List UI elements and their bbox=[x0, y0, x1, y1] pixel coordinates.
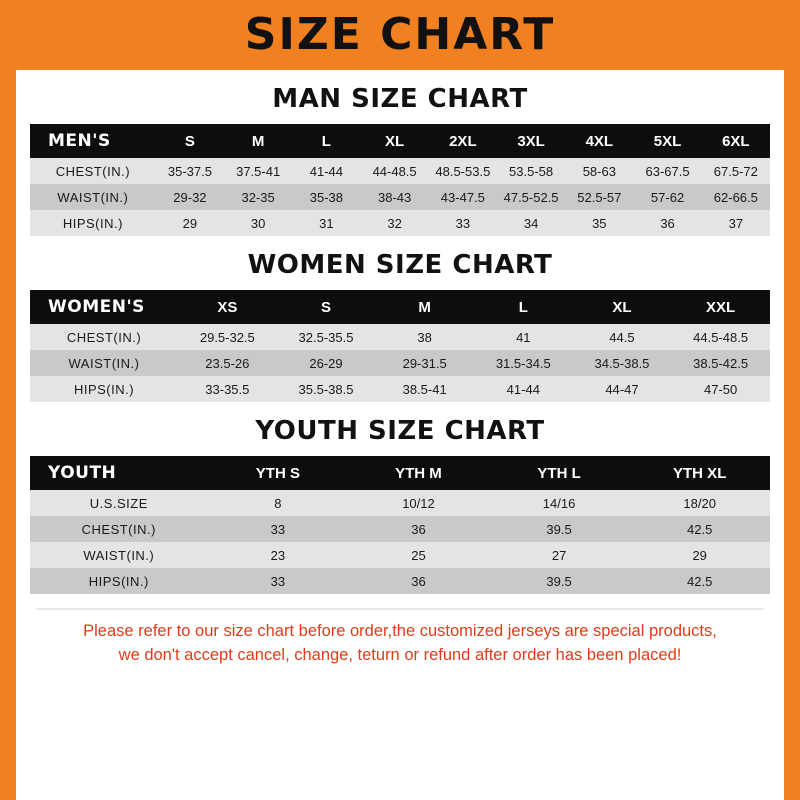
column-header: YTH XL bbox=[629, 456, 770, 490]
table-row bbox=[30, 490, 770, 516]
row-label: CHEST(IN.) bbox=[30, 324, 178, 350]
table-cell: 37 bbox=[702, 210, 770, 236]
table-cell: 26-29 bbox=[277, 350, 376, 376]
table-cell: 57-62 bbox=[633, 184, 701, 210]
table-cell: 42.5 bbox=[629, 516, 770, 542]
table-cell: 25 bbox=[348, 542, 489, 568]
column-header: WOMEN'S bbox=[30, 290, 178, 324]
column-header: 6XL bbox=[702, 124, 770, 158]
table-cell: 53.5-58 bbox=[497, 158, 565, 184]
table-cell: 29.5-32.5 bbox=[178, 324, 277, 350]
table-cell: 23.5-26 bbox=[178, 350, 277, 376]
table-cell: 18/20 bbox=[629, 490, 770, 516]
column-header: XL bbox=[573, 290, 672, 324]
table-cell: 41 bbox=[474, 324, 573, 350]
table-cell: 52.5-57 bbox=[565, 184, 633, 210]
table-cell: 36 bbox=[633, 210, 701, 236]
table-cell: 31.5-34.5 bbox=[474, 350, 573, 376]
column-header: YTH L bbox=[489, 456, 630, 490]
table-cell: 33-35.5 bbox=[178, 376, 277, 402]
banner bbox=[0, 0, 800, 70]
youth-size-table bbox=[30, 456, 770, 594]
section-title-youth: YOUTH SIZE CHART bbox=[255, 416, 545, 446]
table-cell: 33 bbox=[208, 516, 349, 542]
table-cell: 44.5-48.5 bbox=[671, 324, 770, 350]
column-header: 4XL bbox=[565, 124, 633, 158]
table-cell: 35-37.5 bbox=[156, 158, 224, 184]
footer-note-line-1: Please refer to our size chart before order,the customized jerseys are special products, bbox=[83, 622, 717, 640]
row-label: WAIST(IN.) bbox=[30, 542, 208, 568]
table-cell: 33 bbox=[208, 568, 349, 594]
column-header: 5XL bbox=[633, 124, 701, 158]
table-row bbox=[30, 568, 770, 594]
table-cell: 29 bbox=[629, 542, 770, 568]
section-youth bbox=[30, 416, 770, 594]
table-cell: 29-32 bbox=[156, 184, 224, 210]
women-size-table bbox=[30, 290, 770, 402]
table-row bbox=[30, 324, 770, 350]
table-cell: 47-50 bbox=[671, 376, 770, 402]
table-cell: 48.5-53.5 bbox=[429, 158, 497, 184]
table-cell: 29 bbox=[156, 210, 224, 236]
table-row bbox=[30, 516, 770, 542]
row-label: HIPS(IN.) bbox=[30, 568, 208, 594]
section-women bbox=[30, 250, 770, 402]
table-cell: 31 bbox=[292, 210, 360, 236]
table-row bbox=[30, 184, 770, 210]
column-header: S bbox=[277, 290, 376, 324]
column-header: L bbox=[474, 290, 573, 324]
table-cell: 30 bbox=[224, 210, 292, 236]
content bbox=[16, 84, 784, 668]
table-cell: 32 bbox=[361, 210, 429, 236]
section-man bbox=[30, 84, 770, 236]
man-size-table bbox=[30, 124, 770, 236]
table-cell: 27 bbox=[489, 542, 630, 568]
table-cell: 33 bbox=[429, 210, 497, 236]
table-cell: 34.5-38.5 bbox=[573, 350, 672, 376]
table-cell: 32.5-35.5 bbox=[277, 324, 376, 350]
column-header: XS bbox=[178, 290, 277, 324]
table-cell: 8 bbox=[208, 490, 349, 516]
table-cell: 35-38 bbox=[292, 184, 360, 210]
column-header: MEN'S bbox=[30, 124, 156, 158]
column-header: YTH S bbox=[208, 456, 349, 490]
column-header: YOUTH bbox=[30, 456, 208, 490]
table-cell: 32-35 bbox=[224, 184, 292, 210]
table-cell: 42.5 bbox=[629, 568, 770, 594]
table-cell: 41-44 bbox=[474, 376, 573, 402]
table-header-row bbox=[30, 456, 770, 490]
column-header: XXL bbox=[671, 290, 770, 324]
column-header: L bbox=[292, 124, 360, 158]
table-cell: 44.5 bbox=[573, 324, 672, 350]
table-cell: 58-63 bbox=[565, 158, 633, 184]
column-header: 3XL bbox=[497, 124, 565, 158]
table-cell: 35.5-38.5 bbox=[277, 376, 376, 402]
footer-note bbox=[36, 608, 764, 668]
table-cell: 35 bbox=[565, 210, 633, 236]
table-header-row bbox=[30, 290, 770, 324]
table-row bbox=[30, 210, 770, 236]
table-cell: 23 bbox=[208, 542, 349, 568]
table-cell: 39.5 bbox=[489, 568, 630, 594]
table-cell: 41-44 bbox=[292, 158, 360, 184]
table-cell: 38 bbox=[375, 324, 474, 350]
table-cell: 63-67.5 bbox=[633, 158, 701, 184]
table-cell: 14/16 bbox=[489, 490, 630, 516]
column-header: 2XL bbox=[429, 124, 497, 158]
table-row bbox=[30, 542, 770, 568]
row-label: CHEST(IN.) bbox=[30, 516, 208, 542]
footer-note-line-2: we don't accept cancel, change, teturn or refund after order has been placed! bbox=[118, 645, 682, 664]
table-cell: 34 bbox=[497, 210, 565, 236]
section-title-women: WOMEN SIZE CHART bbox=[247, 250, 553, 280]
row-label: HIPS(IN.) bbox=[30, 376, 178, 402]
table-cell: 10/12 bbox=[348, 490, 489, 516]
table-cell: 62-66.5 bbox=[702, 184, 770, 210]
table-header-row bbox=[30, 124, 770, 158]
table-cell: 38-43 bbox=[361, 184, 429, 210]
table-cell: 44-48.5 bbox=[361, 158, 429, 184]
row-label: HIPS(IN.) bbox=[30, 210, 156, 236]
table-cell: 38.5-42.5 bbox=[671, 350, 770, 376]
column-header: M bbox=[375, 290, 474, 324]
row-label: WAIST(IN.) bbox=[30, 184, 156, 210]
table-cell: 67.5-72 bbox=[702, 158, 770, 184]
table-cell: 36 bbox=[348, 568, 489, 594]
table-cell: 44-47 bbox=[573, 376, 672, 402]
page-title: SIZE CHART bbox=[244, 9, 556, 60]
table-row bbox=[30, 376, 770, 402]
table-cell: 39.5 bbox=[489, 516, 630, 542]
section-title-man: MAN SIZE CHART bbox=[272, 84, 528, 114]
table-cell: 38.5-41 bbox=[375, 376, 474, 402]
table-row bbox=[30, 350, 770, 376]
row-label: WAIST(IN.) bbox=[30, 350, 178, 376]
column-header: YTH M bbox=[348, 456, 489, 490]
column-header: S bbox=[156, 124, 224, 158]
row-label: U.S.SIZE bbox=[30, 490, 208, 516]
table-row bbox=[30, 158, 770, 184]
table-cell: 36 bbox=[348, 516, 489, 542]
table-cell: 47.5-52.5 bbox=[497, 184, 565, 210]
table-cell: 43-47.5 bbox=[429, 184, 497, 210]
row-label: CHEST(IN.) bbox=[30, 158, 156, 184]
column-header: XL bbox=[361, 124, 429, 158]
table-cell: 29-31.5 bbox=[375, 350, 474, 376]
table-cell: 37.5-41 bbox=[224, 158, 292, 184]
column-header: M bbox=[224, 124, 292, 158]
